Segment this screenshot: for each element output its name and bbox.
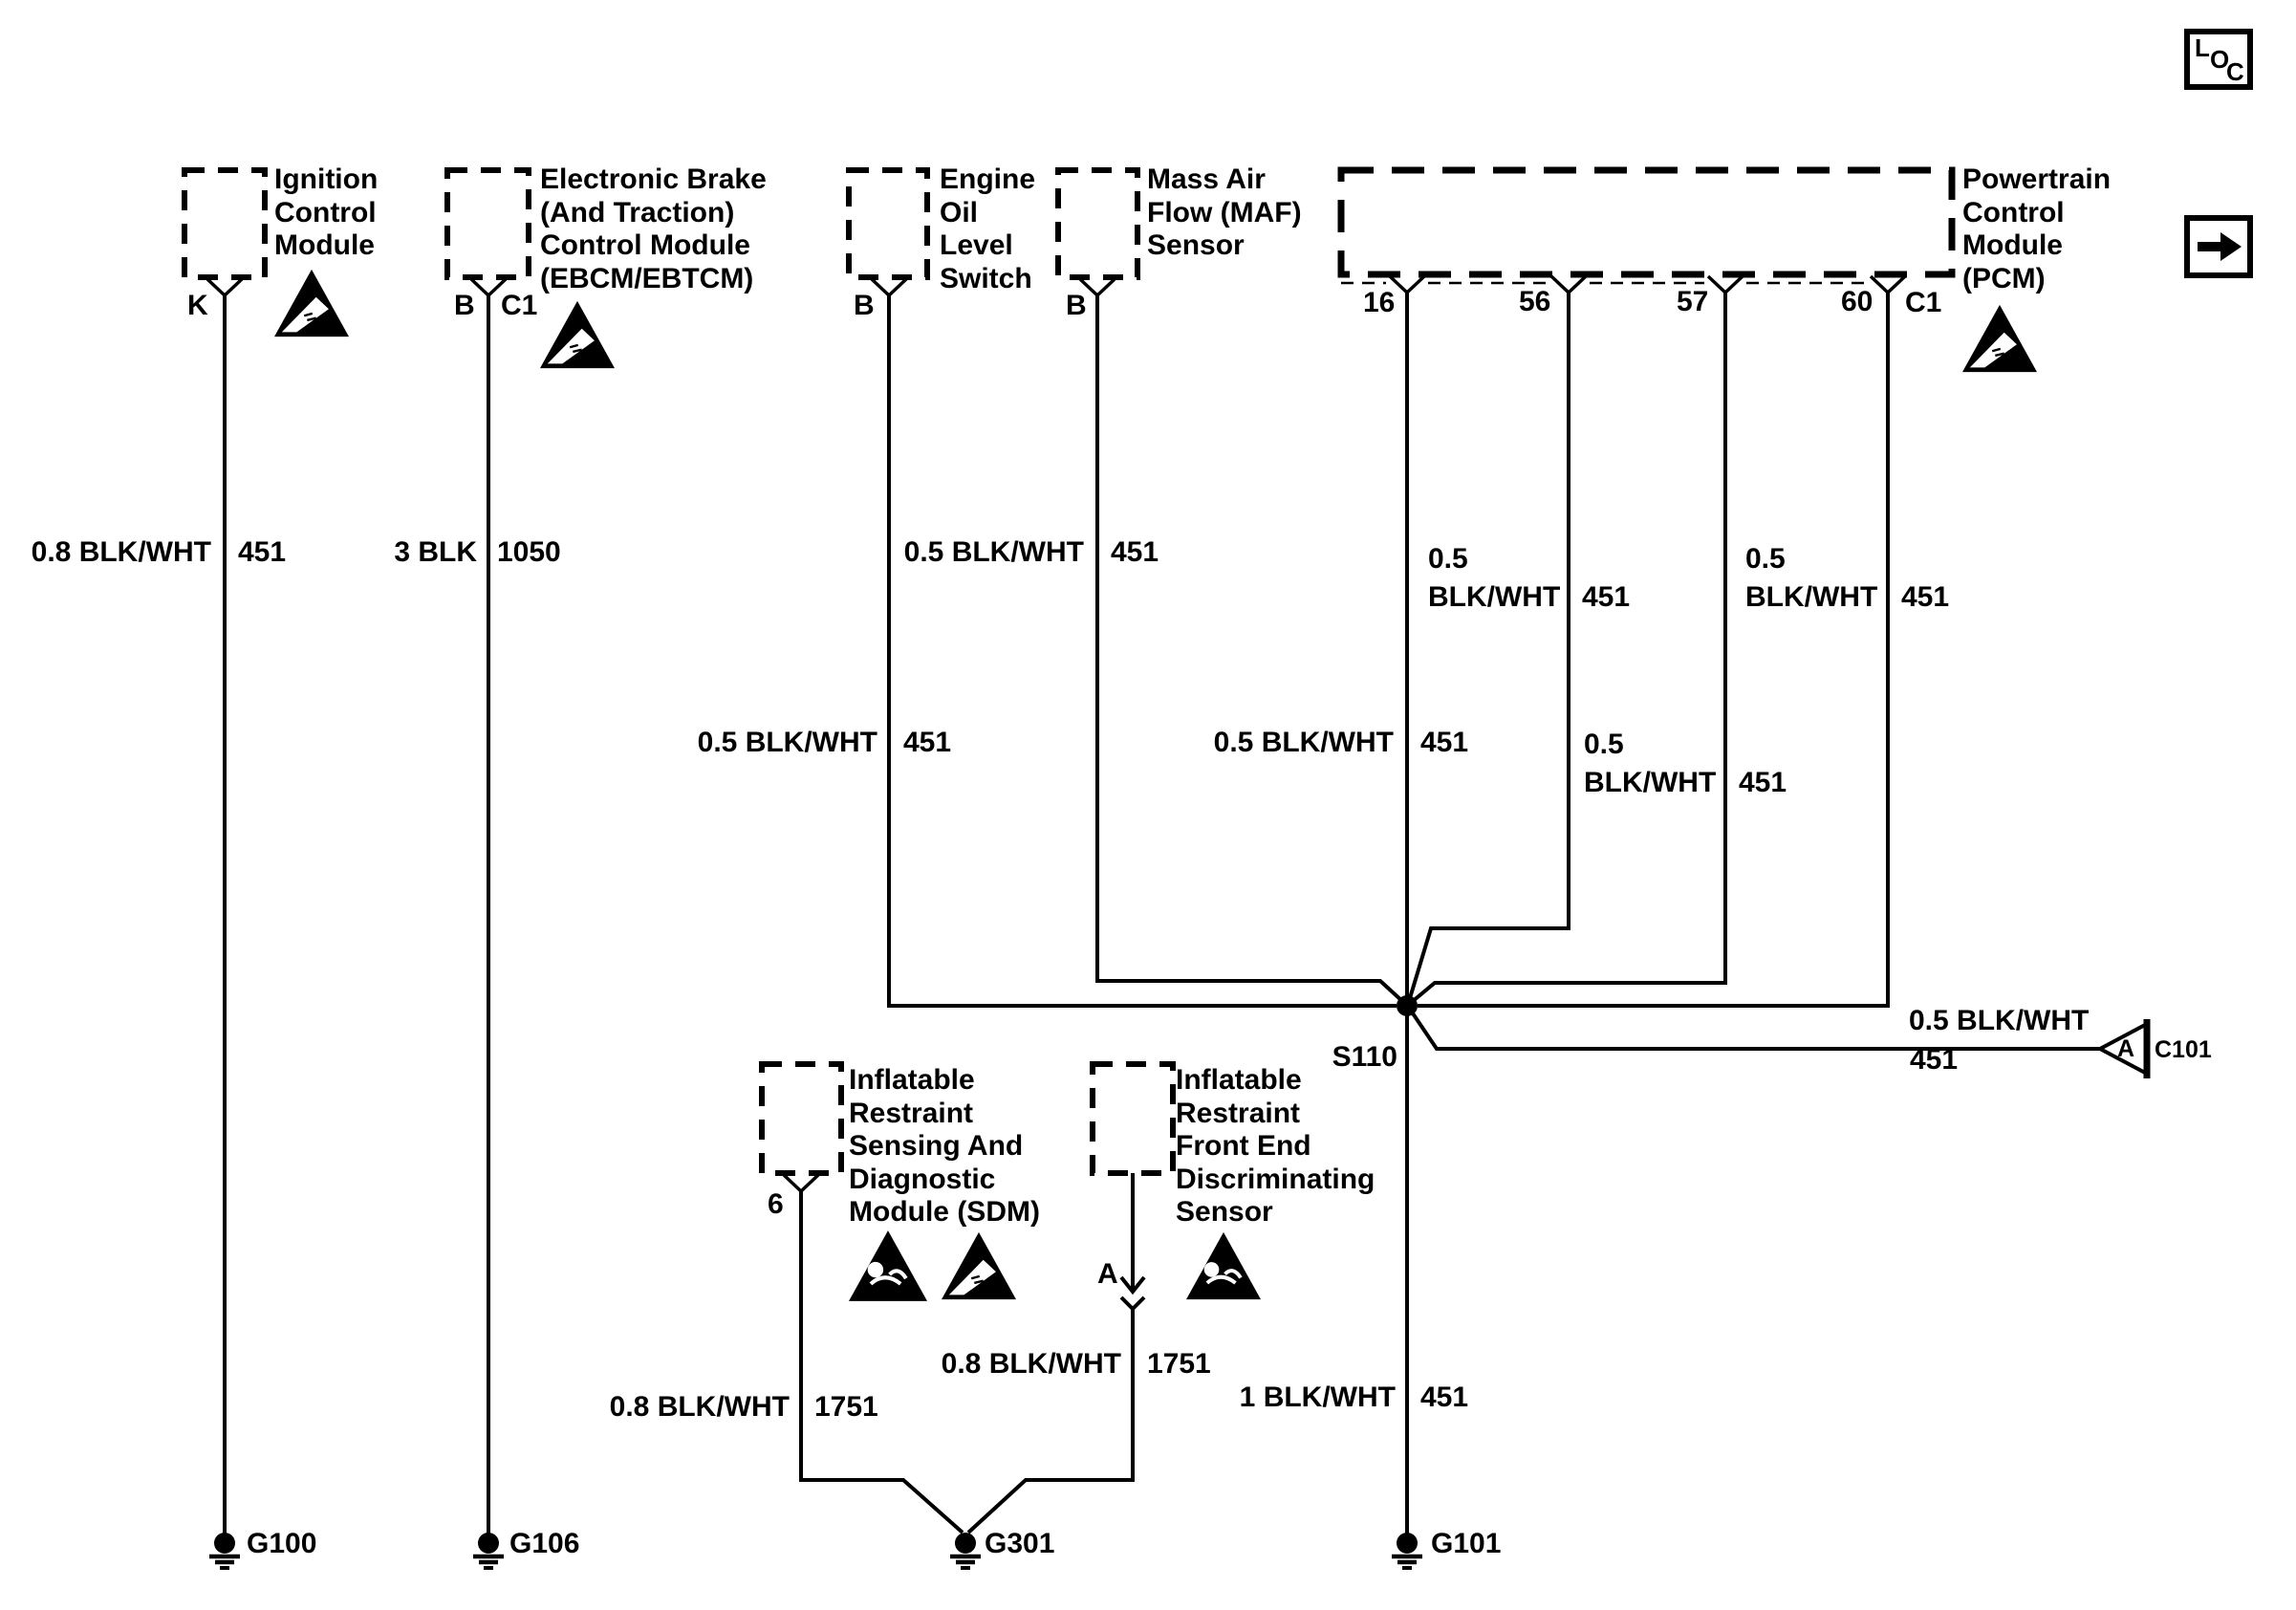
module-label-oil-level-switch xyxy=(940,163,1035,295)
wire-label-icm-gauge: 0.8 BLK/WHT xyxy=(31,536,211,568)
wire-label-g101-gauge: 1 BLK/WHT xyxy=(1239,1382,1396,1413)
module-label-line: Electronic Brake xyxy=(540,163,767,195)
wire-label-fed-gauge: 0.8 BLK/WHT xyxy=(941,1348,1121,1380)
loc-button[interactable] xyxy=(2184,29,2253,90)
esd-warning-icon-pcm xyxy=(1962,305,2037,372)
pin-connector-sdm-6 xyxy=(784,1175,818,1191)
module-label-line: Powertrain xyxy=(1962,163,2112,195)
wire-label-pcm56-circuit: 451 xyxy=(1582,581,1631,613)
module-box-oil-level-switch xyxy=(849,170,927,277)
pin-label-icm-k: K xyxy=(187,290,208,321)
module-box-maf-sensor xyxy=(1058,170,1137,277)
wire-label-pcm60-gauge-line1: 0.5 xyxy=(1745,543,1786,575)
esd-warning-icon-ebcm xyxy=(540,301,615,368)
inline-connector-chevron-icon xyxy=(1121,1297,1144,1309)
pin-connector-icm-k xyxy=(207,279,242,295)
wire-label-pcm57-circuit: 451 xyxy=(1739,767,1787,798)
sir-warning-icon-sdm xyxy=(849,1230,927,1301)
pin-label-ebcm-b: B xyxy=(454,290,475,321)
ground-symbol-g100 xyxy=(209,1533,240,1568)
module-box-pcm xyxy=(1341,170,1952,274)
pin-label-oil-b: B xyxy=(854,290,875,321)
connector-label-c101: C101 xyxy=(2155,1036,2212,1063)
module-label-ebcm xyxy=(540,163,767,295)
wire-label-pcm60-gauge-line2: BLK/WHT xyxy=(1745,581,1878,613)
ground-label-g106: G106 xyxy=(509,1528,580,1559)
wire-label-pcm57-gauge-line1: 0.5 xyxy=(1584,729,1624,760)
module-label-line: Module xyxy=(1962,229,2063,262)
module-label-line: Inflatable xyxy=(849,1064,975,1096)
wire-label-g101-circuit: 451 xyxy=(1420,1382,1469,1413)
wire-label-ebcm-gauge: 3 BLK xyxy=(394,536,477,568)
module-label-line: Ignition xyxy=(274,163,379,195)
module-label-line: Discriminating xyxy=(1176,1163,1375,1195)
module-label-line: Diagnostic xyxy=(849,1163,996,1195)
wire-oil-to-s110 xyxy=(889,295,1397,1006)
loc-letter: O xyxy=(2210,45,2230,74)
module-label-pcm xyxy=(1962,163,2111,295)
esd-warning-icon-sdm xyxy=(942,1232,1016,1299)
wire-label-pcm60-circuit: 451 xyxy=(1901,581,1950,613)
module-label-line: Control xyxy=(1962,196,2065,228)
esd-warning-icon-icm xyxy=(274,270,349,337)
pin-label-pcm-16: 16 xyxy=(1363,287,1396,318)
module-box-ebcm xyxy=(447,170,529,277)
module-label-line: (PCM) xyxy=(1962,262,2046,294)
splice-label-s110: S110 xyxy=(1332,1041,1397,1073)
module-label-line: Module xyxy=(274,229,375,262)
ground-label-g101: G101 xyxy=(1431,1528,1502,1559)
ground-label-g100: G100 xyxy=(247,1528,317,1559)
module-label-line: Flow (MAF) xyxy=(1147,196,1302,228)
pin-label-pcm-60: 60 xyxy=(1841,286,1874,317)
pin-label-sdm-6: 6 xyxy=(768,1188,784,1220)
connector-pin-label-a: A xyxy=(2117,1035,2135,1062)
wire-label-sdm-circuit: 1751 xyxy=(814,1391,878,1423)
pin-label-fed-a: A xyxy=(1097,1258,1118,1290)
module-label-line: Control xyxy=(274,196,377,228)
loc-letter: L xyxy=(2195,33,2210,62)
module-label-line: Sensing And xyxy=(849,1130,1024,1163)
pin-connector-pcm-56 xyxy=(1551,276,1586,293)
wire-label-oil-gauge: 0.5 BLK/WHT xyxy=(697,727,877,758)
ground-symbol-g301 xyxy=(950,1533,981,1568)
wire-pcm60-to-s110 xyxy=(1418,293,1888,1006)
module-label-line: (EBCM/EBTCM) xyxy=(540,262,754,294)
module-label-maf-sensor xyxy=(1147,163,1302,263)
module-label-line: Oil xyxy=(940,196,979,228)
ground-label-g301: G301 xyxy=(985,1528,1055,1559)
loc-letter: C xyxy=(2226,57,2244,86)
pin-connector-pcm-57 xyxy=(1708,276,1743,293)
splice-dot-s110 xyxy=(1397,995,1418,1016)
pin-label-maf-b: B xyxy=(1066,290,1087,321)
module-label-line: Restraint xyxy=(849,1097,974,1129)
pin-connector-pcm-60 xyxy=(1871,276,1905,293)
sir-warning-icon-front-end-sensor xyxy=(1186,1232,1261,1299)
wire-label-c101-gauge: 0.5 BLK/WHT xyxy=(1909,1005,2090,1036)
wire-maf-to-s110 xyxy=(1097,295,1403,1002)
wire-label-pcm57-gauge-line2: BLK/WHT xyxy=(1584,767,1717,798)
module-label-sdm xyxy=(849,1064,1040,1229)
module-label-front-end-sensor xyxy=(1176,1064,1375,1229)
pin-label-ebcm-c1: C1 xyxy=(501,290,538,321)
module-label-icm xyxy=(274,163,378,263)
wire-pcm56-to-s110 xyxy=(1410,293,1569,998)
wire-label-sdm-gauge: 0.8 BLK/WHT xyxy=(609,1391,790,1423)
module-box-sdm xyxy=(762,1064,841,1173)
module-label-line: Control Module xyxy=(540,229,750,262)
wire-label-pcm16-gauge: 0.5 BLK/WHT xyxy=(1213,727,1394,758)
module-label-line: Module (SDM) xyxy=(849,1196,1040,1229)
ground-symbol-g101 xyxy=(1392,1533,1422,1568)
wire-label-pcm16-circuit: 451 xyxy=(1420,727,1469,758)
module-label-line: Sensor xyxy=(1176,1196,1273,1229)
wire-label-c101-circuit: 451 xyxy=(1910,1044,1959,1076)
pin-connector-oil-b xyxy=(872,279,906,295)
module-label-line: (And Traction) xyxy=(540,196,735,228)
wire-label-pcm56-gauge-line2: BLK/WHT xyxy=(1428,581,1561,613)
right-arrow-icon xyxy=(2190,221,2247,272)
wire-label-oil-circuit: 451 xyxy=(903,727,952,758)
wire-label-maf-circuit: 451 xyxy=(1111,536,1159,568)
wire-fed-to-g301 xyxy=(968,1308,1133,1533)
ground-symbol-g106 xyxy=(473,1533,504,1568)
pin-connector-pcm-16 xyxy=(1390,276,1424,293)
pin-label-pcm-57: 57 xyxy=(1677,286,1709,317)
module-label-line: Inflatable xyxy=(1176,1064,1302,1096)
wire-label-ebcm-circuit: 1050 xyxy=(497,536,561,568)
module-label-line: Mass Air xyxy=(1147,163,1266,195)
wire-label-maf-gauge: 0.5 BLK/WHT xyxy=(903,536,1084,568)
pin-label-pcm-56: 56 xyxy=(1519,286,1551,317)
wire-label-fed-circuit: 1751 xyxy=(1147,1348,1211,1380)
module-label-line: Level xyxy=(940,229,1013,262)
module-label-line: Engine xyxy=(940,163,1036,195)
connector-label-pcm-c1: C1 xyxy=(1905,287,1942,318)
wire-label-icm-circuit: 451 xyxy=(238,536,287,568)
module-box-front-end-sensor xyxy=(1093,1064,1173,1173)
module-label-line: Switch xyxy=(940,262,1032,294)
module-box-icm xyxy=(184,170,265,277)
module-label-line: Front End xyxy=(1176,1130,1311,1163)
next-page-button[interactable] xyxy=(2184,215,2253,278)
module-label-line: Restraint xyxy=(1176,1097,1301,1129)
module-label-line: Sensor xyxy=(1147,229,1245,262)
wire-label-pcm56-gauge-line1: 0.5 xyxy=(1428,543,1468,575)
